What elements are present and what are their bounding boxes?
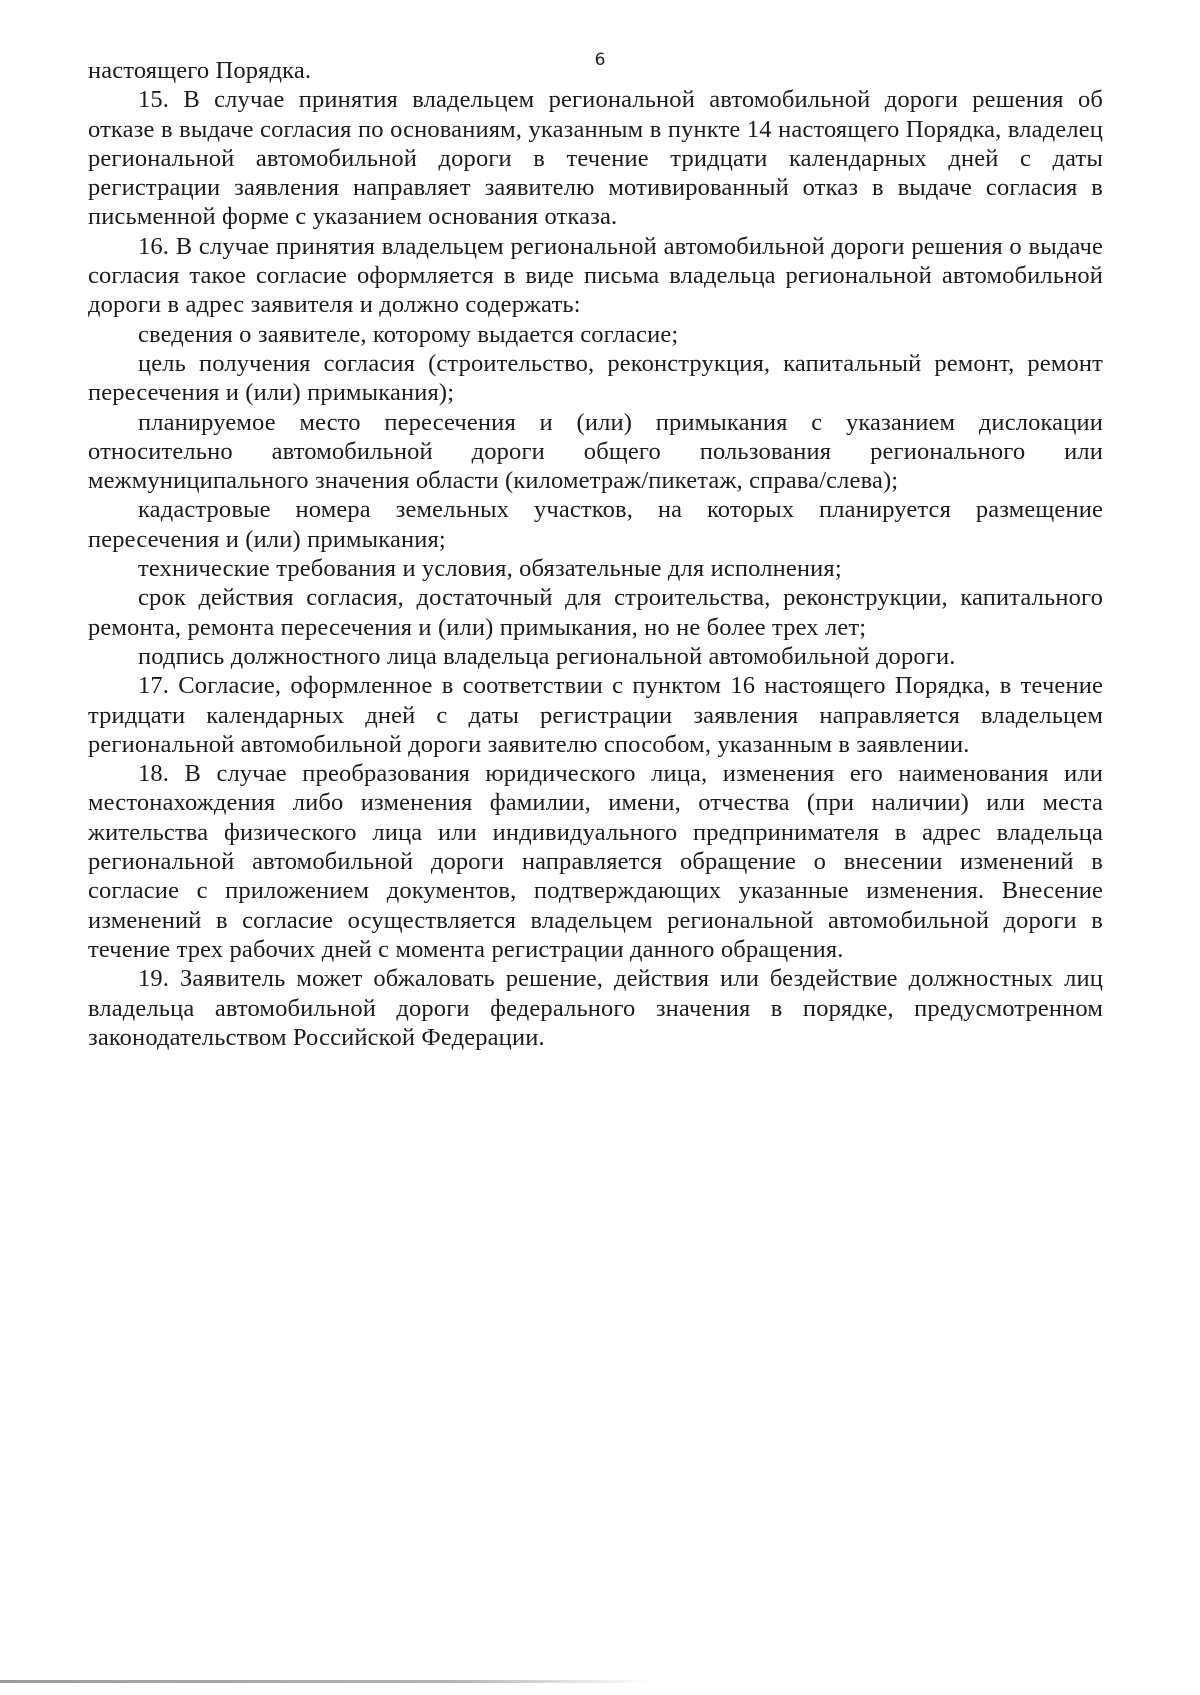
clause-16-item-purpose: цель получения согласия (строительство, реконструкция, капитальный ремонт, ремонт пересечения и (или) примыкания); xyxy=(88,349,1103,407)
clause-15: 15. В случае принятия владельцем региональной автомобильной дороги решения об отказе в выдаче согласия по основаниям, указанным в пункте 14 настоящего Порядка, владелец региональной автомобильной дороги в течение тридцати календарных дней с даты регистрации заявления направляет заявителю мотивированный отказ в выдаче согласия в письменной форме с указанием основания отказа. xyxy=(88,86,1103,231)
clause-16-item-cadastral-numbers: кадастровые номера земельных участков, на которых планируется размещение пересечения и (или) примыкания; xyxy=(88,496,1103,553)
clause-16-item-validity-period: срок действия согласия, достаточный для строительства, реконструкции, капитального ремонта, ремонта пересечения и (или) примыкания, но не более трех лет; xyxy=(88,584,1103,641)
paragraph-continuation: настоящего Порядка. xyxy=(88,57,312,84)
clause-16-item-technical-requirements: технические требования и условия, обязательные для исполнения; xyxy=(138,555,842,583)
clause-16: 16. В случае принятия владельцем региональной автомобильной дороги решения о выдаче согласия такое согласие оформляется в виде письма владельца региональной автомобильной дороги в адрес заявителя и должно содержать: xyxy=(88,232,1103,319)
clause-16-item-signature: подпись должностного лица владельца региональной автомобильной дороги. xyxy=(138,642,956,670)
clause-17: 17. Согласие, оформленное в соответствии с пунктом 16 настоящего Порядка, в течение тридцати календарных дней с даты регистрации заявления направляется владельцем региональной автомобильной дороги заявителю способом, указанным в заявлении. xyxy=(88,672,1103,758)
clause-16-item-applicant-info: сведения о заявителе, которому выдается согласие; xyxy=(138,320,679,348)
page-number: 6 xyxy=(594,50,606,70)
scan-edge-line xyxy=(0,1680,650,1683)
clause-19: 19. Заявитель может обжаловать решение, действия или бездействие должностных лиц владельца автомобильной дороги федерального значения в порядке, предусмотренном законодательством Российской Федерации. xyxy=(88,965,1103,1051)
clause-16-item-location: планируемое место пересечения и (или) примыкания с указанием дислокации относительно автомобильной дороги общего пользования регионального или межмуниципального значения области (километраж/пикетаж, справа/слева); xyxy=(88,408,1103,495)
clause-18: 18. В случае преобразования юридического лица, изменения его наименования или местонахождения либо изменения фамилии, имени, отчества (при наличии) или места жительства физического лица или индивидуального предпринимателя в адрес владельца региональной автомобильной дороги направляется обращение о внесении изменений в согласие с приложением документов, подтверждающих указанные изменения. Внесение изменений в согласие осуществляется владельцем региональной автомобильной дороги в течение трех рабочих дней с момента регистрации данного обращения. xyxy=(88,760,1103,963)
document-body xyxy=(88,56,1103,1052)
